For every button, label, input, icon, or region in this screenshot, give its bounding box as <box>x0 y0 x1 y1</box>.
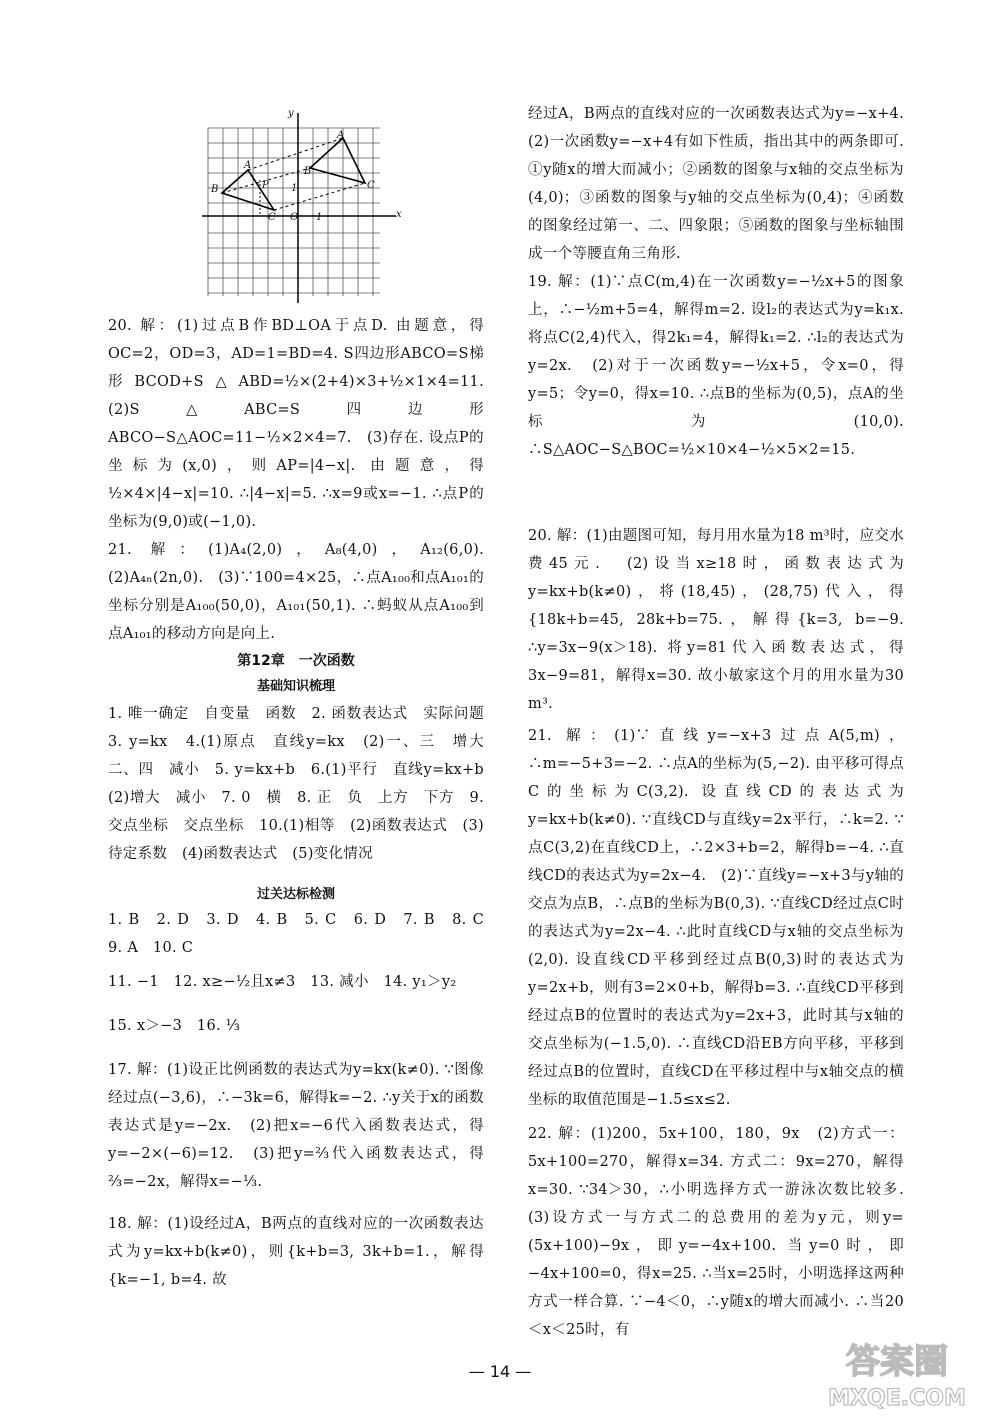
point-label: A <box>337 130 345 141</box>
tick-label: 1 <box>316 212 323 223</box>
figure-labels <box>200 108 410 308</box>
basics-answers: 1. 唯一确定 自变量 函数 2. 函数表达式 实际问题 3. y=kx 4.(1)原点 直线y=kx (2)一、三 增大 二、四 减小 5. y=kx+b 6.(1)平行 直线y=kx+b (2)增大 减小 7. 0 横 8. 正 负 上方 下方 9. 交点坐标 交点坐标 10.(1)相等 (2)函数表达式 (3)待定系数 (4)函数表达式 (5)变化情况 <box>108 706 499 862</box>
point-label: B <box>304 166 312 177</box>
point-label: B <box>211 184 219 195</box>
fill-answers-2: 15. x＞−3 16. ⅓ <box>108 1018 241 1034</box>
section-title-basics: 基础知识梳理 <box>256 679 335 694</box>
section-title-tests: 过关达标检测 <box>256 887 335 902</box>
answer-22: 22. 解：(1)200，5x+100，180，9x (2)方式一：5x+100=270，解得x=34. 方式二：9x=270，解得x=30. ∵34＞30，∴小明选择方式一游泳次数比较多. (3)设方式一与方式二的总费用的差为y元，则y=(5x+100)−9x，即y=−4x+100. 当y=0时，即−4x+100=0，得x=25. ∴当x=25时，小明选择这两种方式一样合算. ∵−4＜0，∴y随x的增大而减小. ∴当20＜x＜25时，有 <box>528 1126 919 1338</box>
chapter-title: 第12章 一次函数 <box>237 653 355 669</box>
answer-18-right: 经过A，B两点的直线对应的一次函数表达式为y=−x+4. (2)一次函数y=−x+4有如下性质，指出其中的两条即可. ①y随x的增大而减小；②函数的图象与x轴的交点坐标为(4,0)；③函数的图象与y轴的交点坐标为(0,4)；④函数的图象经过第一、二、四象限；⑤函数的图象与坐标轴围成一个等腰直角三角形. <box>528 106 919 262</box>
page-number: — 14 — <box>468 1362 532 1381</box>
answer-21-right: 21. 解：(1)∵直线y=−x+3过点A(5,m)，∴m=−5+3=−2. ∴点A的坐标为(5,−2). 由平移可得点C的坐标为C(3,2). 设直线CD的表达式为y=kx+b(k≠0). ∵直线CD与直线y=2x平行，∴k=2. ∵点C(3,2)在直线CD上，∴2×3+b=2，解得b=−4. ∴直线CD的表达式为y=2x−4. (2)∵直线y=−x+3与y轴的交点为点B，∴点B的坐标为B(0,3). ∵直线CD经过点C时的表达式为y=2x−4. ∴此时直线CD与x轴的交点坐标为(2,0). 设直线CD平移到经过点B(0,3)时的表达式为y=2x+b，则有3=2×0+b，解得b=3. ∴直线CD平移到经过点B的位置时的表达式为y=2x+3，此时其与x轴的交点坐标为(−1.5,0). ∴直线CD沿EB方向平移，平移到经过点B的位置时，直线CD在平移过程中与x轴交点的横坐标的取值范围是−1.5≤x≤2. <box>528 728 905 1108</box>
origin-label: O <box>290 212 299 223</box>
watermark-logo <box>812 1335 982 1413</box>
tick-label: 1 <box>291 183 298 194</box>
multiple-choice-answers: 1. B 2. D 3. D 4. B 5. C 6. D 7. B 8. C 9. A 10. C <box>108 912 499 956</box>
axis-y-label: y <box>288 108 294 119</box>
answer-19: 19. 解：(1)∵点C(m,4)在一次函数y=−½x+5的图象上，∴−½m+5=4，解得m=2. 设l₂的表达式为y=k₁x. 将点C(2,4)代入，得2k₁=4，解得k₁=2. ∴l₂的表达式为y=2x. (2)对于一次函数y=−½x+5，令x=0，得y=5；令y=0，得x=10. ∴点B的坐标为(0,5)，点A的坐标为(10,0). ∴S△AOC−S△BOC=½×10×4−½×5×2=15. <box>528 274 904 458</box>
point-label: P <box>262 180 269 191</box>
point-label: C <box>367 180 375 191</box>
answer-18-left: 18. 解：(1)设经过A，B两点的直线对应的一次函数表达式为y=kx+b(k≠0)，则{k+b=3, 3k+b=1.，解得{k=−1, b=4. 故 <box>108 1216 484 1288</box>
point-label: A <box>244 160 252 171</box>
fill-answers-1: 11. −1 12. x≥−½且x≠3 13. 减小 14. y₁＞y₂ <box>108 974 457 990</box>
axis-x-label: x <box>396 209 402 220</box>
answer-21-left: 21. 解：(1)A₄(2,0)，A₈(4,0)，A₁₂(6,0). (2)A₄ₙ(2n,0). (3)∵100=4×25，∴点A₁₀₀和点A₁₀₁的坐标分别是A₁₀₀(50,0)，A₁₀₁(50,1). ∴蚂蚁从点A₁₀₀到点A₁₀₁的移动方向是向上. <box>108 542 499 642</box>
answer-17: 17. 解：(1)设正比例函数的表达式为y=kx(k≠0). ∵图像经过点(−3,6)，∴−3k=6，解得k=−2. ∴y关于x的函数表达式是y=−2x. (2)把x=−6代入函数表达式，得y=−2×(−6)=12. (3)把y=⅔代入函数表达式，得⅔=−2x，解得x=−⅓. <box>108 1062 484 1190</box>
answer-20-right: 20. 解：(1)由题图可知，每月用水量为18 m³时，应交水费45元. (2)设当x≥18时，函数表达式为y=kx+b(k≠0)，将(18,45)，(28,75)代入，得{18k+b=45, 28k+b=75.，解得{k=3, b=−9. ∴y=3x−9(x＞18). 将y=81代入函数表达式，得3x−9=81，解得x=30. 故小敏家这个月的用水量为30 m³. <box>528 528 904 712</box>
point-label: C <box>268 212 276 223</box>
answer-20-left: 20. 解：(1)过点B作BD⊥OA于点D. 由题意，得OC=2，OD=3，AD=1=BD=4. S四边形ABCO=S梯形BCOD+S△ABD=½×(2+4)×3+½×1×4=11. (2)S△ABC=S四边形ABCO−S△AOC=11−½×2×4=7. (3)存在. 设点P的坐标为(x,0)，则AP=|4−x|. 由题意，得½×4×|4−x|=10. ∴|4−x|=5. ∴x=9或x=−1. ∴点P的坐标为(9,0)或(−1,0). <box>108 318 499 530</box>
svg-text:MXQE.COM: MXQE.COM <box>828 1386 966 1411</box>
svg-text:答案圈: 答案圈 <box>846 1342 948 1382</box>
